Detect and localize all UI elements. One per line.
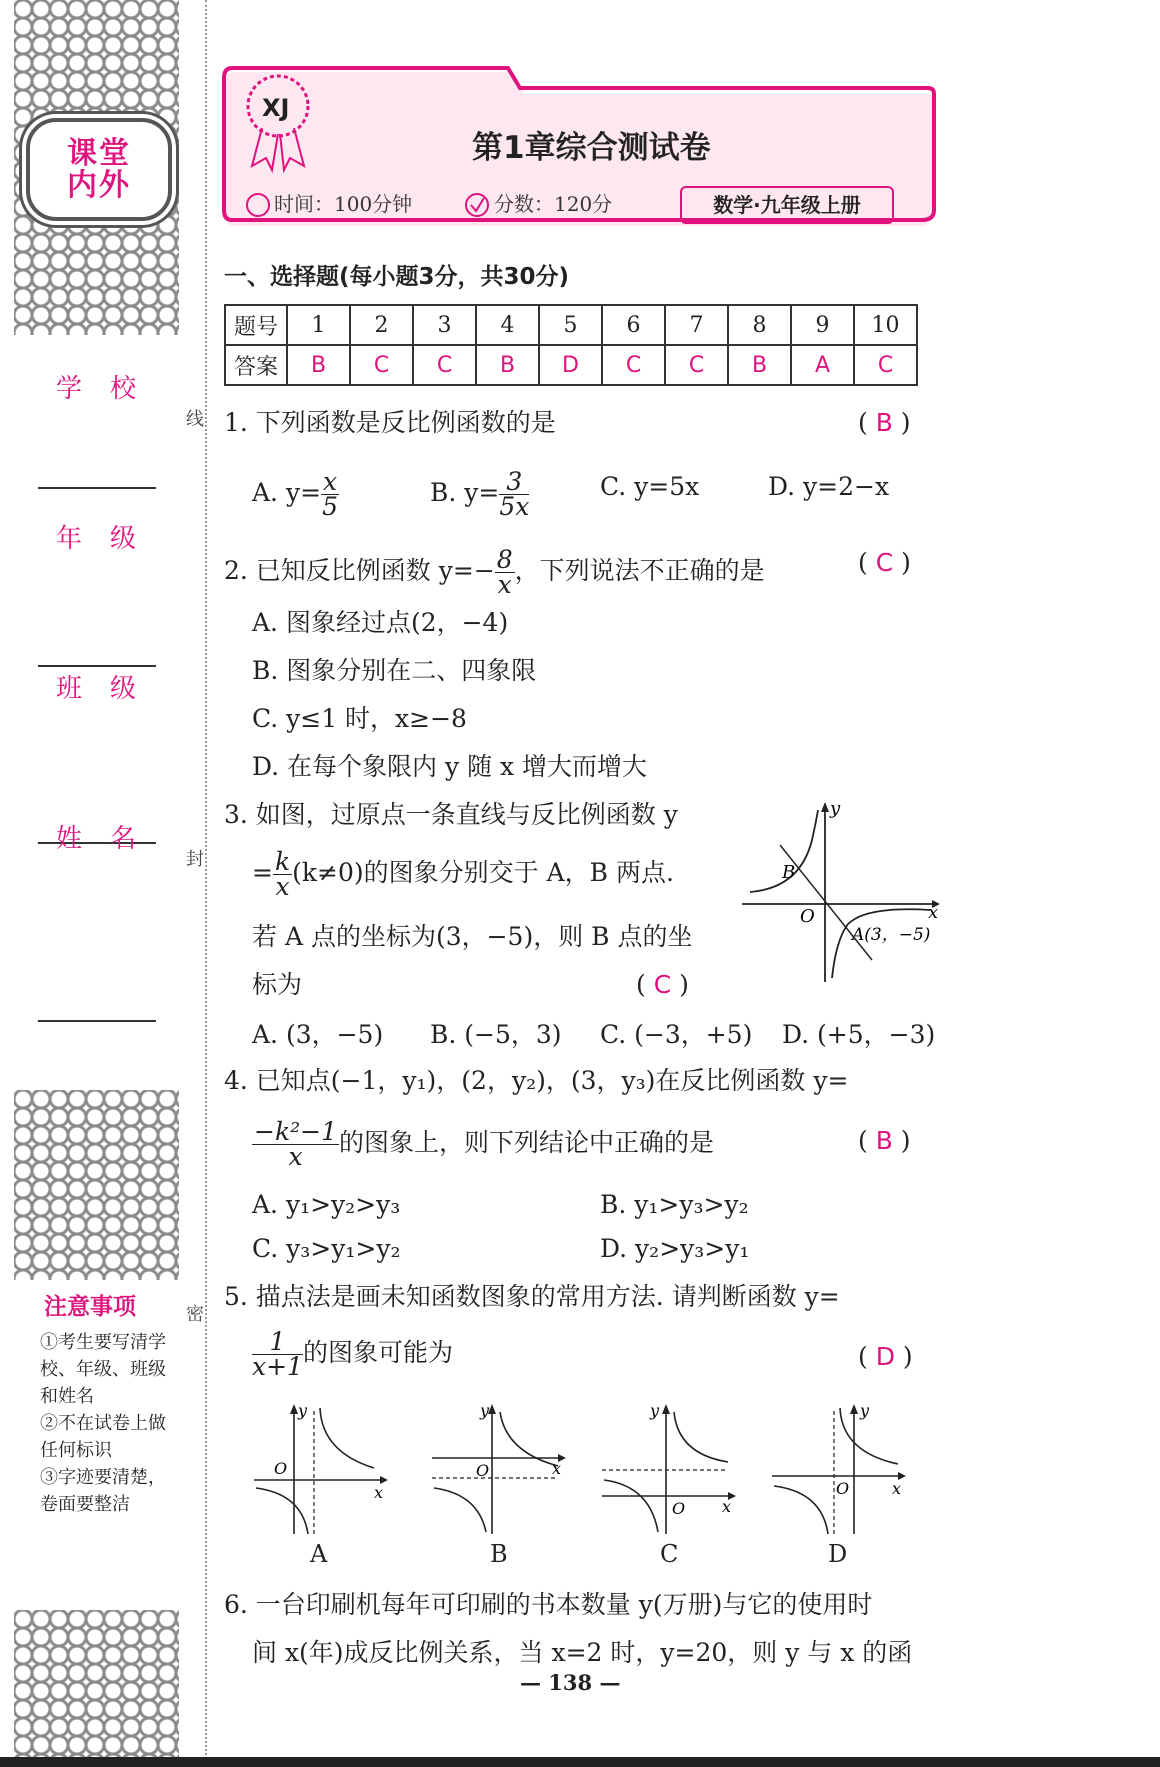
- answer-mark: C: [653, 970, 672, 999]
- option-c: C. (−3，+5): [600, 1020, 753, 1049]
- axis-label: y: [830, 800, 841, 819]
- answer-cell: B: [287, 345, 350, 385]
- option-a: A. 图象经过点(2，−4): [252, 608, 509, 637]
- notice-item: ③字迹要清楚，卷面要整洁: [40, 1467, 166, 1515]
- question-2: 2. 已知反比例函数 y=− $\frac{8}{x}$ ，下列说法不正确的是: [224, 545, 765, 599]
- answer-cell: A: [791, 345, 854, 385]
- origin-label: O: [274, 1459, 288, 1478]
- point-label: B: [782, 862, 796, 883]
- total-score: 分数：120分: [494, 192, 613, 216]
- answer-bracket: ( C ): [636, 970, 689, 999]
- graph-label: B: [490, 1540, 508, 1568]
- decorative-pattern: [14, 1610, 179, 1767]
- axis-label: y: [480, 1402, 490, 1420]
- answer-mark: B: [875, 408, 893, 437]
- page-number: — 138 —: [520, 1670, 621, 1695]
- question-number: 9: [791, 305, 854, 345]
- question-number: 10: [854, 305, 917, 345]
- axis-label: x: [374, 1483, 384, 1502]
- school-field-line[interactable]: [38, 487, 156, 489]
- origin-label: O: [672, 1499, 686, 1518]
- question-number: 3: [413, 305, 476, 345]
- answer-bracket: ( B ): [858, 1126, 911, 1155]
- notice-title: 注意事项: [44, 1294, 136, 1320]
- option-c: C. y₃>y₁>y₂: [252, 1234, 401, 1263]
- page-title: 第1章综合测试卷: [472, 130, 711, 166]
- question-number: 8: [728, 305, 791, 345]
- q3-figure: [740, 800, 940, 985]
- notice-item: ①考生要写清学校、年级、班级和姓名: [40, 1332, 166, 1407]
- answer-mark: C: [875, 548, 894, 577]
- graph-label: A: [310, 1540, 328, 1568]
- decorative-pattern: [14, 1090, 179, 1280]
- row-header: 答案: [225, 345, 287, 385]
- name-field-line[interactable]: [38, 1020, 156, 1022]
- answer-cell: B: [728, 345, 791, 385]
- test-header: [222, 64, 940, 234]
- answer-cell: C: [665, 345, 728, 385]
- notice-box: [14, 1280, 164, 1610]
- question-5-line: $\frac{1}{x+1}$ 的图象可能为: [252, 1327, 453, 1381]
- option-a: A. y= $\frac{x}{5}$: [252, 467, 339, 521]
- axis-label: x: [552, 1459, 562, 1478]
- question-5: 5. 描点法是画未知函数图象的常用方法. 请判断函数 y=: [224, 1282, 840, 1311]
- bottom-bar: [0, 1757, 1160, 1767]
- row-header: 题号: [225, 305, 287, 345]
- question-number: 5: [539, 305, 602, 345]
- question-4: 4. 已知点(−1，y₁)，(2，y₂)，(3，y₃)在反比例函数 y=: [224, 1066, 849, 1095]
- answer-cell: D: [539, 345, 602, 385]
- binding-line: [205, 0, 207, 1767]
- question-number: 6: [602, 305, 665, 345]
- grade-label: 年级: [56, 524, 165, 554]
- axis-label: x: [928, 902, 939, 923]
- option-a: A. y₁>y₂>y₃: [252, 1190, 401, 1219]
- option-b: B. 图象分别在二、四象限: [252, 656, 537, 685]
- question-number: 2: [350, 305, 413, 345]
- school-label: 学校: [56, 374, 165, 404]
- answer-cell: C: [602, 345, 665, 385]
- answer-cell: C: [413, 345, 476, 385]
- option-b: B. (−5，3): [430, 1020, 562, 1049]
- option-d: D. y=2−x: [768, 472, 890, 501]
- q5-graph-d: [768, 1402, 908, 1537]
- section-title: 一、选择题(每小题3分，共30分): [224, 264, 570, 290]
- fraction: $\frac{\text{−k²−1}}{x}$: [254, 1117, 337, 1171]
- option-d: D. 在每个象限内 y 随 x 增大而增大: [252, 752, 648, 781]
- xj-badge: XJ: [262, 94, 290, 122]
- table-row: [225, 305, 917, 345]
- time-limit: 时间：100分钟: [274, 192, 413, 216]
- fraction: $\frac{x}{5}$: [322, 467, 339, 521]
- question-3-line: 标为: [252, 970, 303, 999]
- fraction: $\frac{k}{x}$: [274, 847, 291, 901]
- origin-label: O: [800, 906, 815, 927]
- origin-label: O: [476, 1461, 490, 1480]
- answer-table: [224, 304, 918, 386]
- question-6-line: 间 x(年)成反比例关系，当 x=2 时，y=20，则 y 与 x 的函: [252, 1638, 913, 1667]
- question-3-line: 若 A 点的坐标为(3，−5)，则 B 点的坐: [252, 922, 693, 951]
- option-d: D. y₂>y₃>y₁: [600, 1234, 750, 1263]
- answer-bracket: ( B ): [858, 408, 911, 437]
- answer-cell: C: [854, 345, 917, 385]
- axis-label: x: [892, 1479, 902, 1498]
- question-number: 1: [287, 305, 350, 345]
- question-3: 3. 如图，过原点一条直线与反比例函数 y: [224, 800, 678, 829]
- answer-cell: B: [476, 345, 539, 385]
- q5-graph-c: [598, 1402, 738, 1537]
- axis-label: y: [860, 1402, 870, 1420]
- seal-mark: 密: [186, 1304, 204, 1325]
- question-number: 7: [665, 305, 728, 345]
- seal-mark: 线: [186, 409, 204, 430]
- option-b: B. y₁>y₃>y₂: [600, 1190, 749, 1219]
- answer-mark: D: [875, 1342, 895, 1371]
- publisher-logo: 课堂 内外: [26, 118, 172, 221]
- question-1: 1. 下列函数是反比例函数的是: [224, 408, 556, 437]
- fraction: $\frac{1}{x+1}$: [252, 1327, 303, 1381]
- notice-item: ②不在试卷上做任何标识: [40, 1413, 166, 1461]
- option-c: C. y≤1 时，x≥−8: [252, 704, 467, 733]
- axis-label: y: [650, 1402, 660, 1420]
- option-a: A. (3，−5): [252, 1020, 384, 1049]
- answer-mark: B: [875, 1126, 893, 1155]
- name-label: 姓名: [56, 824, 165, 854]
- axis-label: y: [298, 1402, 308, 1420]
- question-3-line: = $\frac{k}{x}$ (k≠0)的图象分别交于 A，B 两点.: [252, 847, 674, 901]
- answer-cell: C: [350, 345, 413, 385]
- class-label: 班级: [56, 674, 165, 704]
- answer-bracket: ( C ): [858, 548, 911, 577]
- q5-graph-a: [250, 1402, 390, 1537]
- q5-graph-b: [428, 1402, 568, 1537]
- graph-label: C: [660, 1540, 679, 1568]
- fraction: $\frac{3}{5x}$: [499, 467, 530, 521]
- seal-mark: 封: [186, 849, 204, 870]
- answer-bracket: ( D ): [858, 1342, 913, 1371]
- option-c: C. y=5x: [600, 472, 700, 501]
- grade-field-line[interactable]: [38, 665, 156, 667]
- subject-badge: 数学·九年级上册: [680, 186, 894, 224]
- option-d: D. (+5，−3): [782, 1020, 936, 1049]
- question-6: 6. 一台印刷机每年可印刷的书本数量 y(万册)与它的使用时: [224, 1590, 873, 1619]
- sidebar: [0, 0, 180, 1767]
- graph-label: D: [828, 1540, 848, 1568]
- question-number: 4: [476, 305, 539, 345]
- fraction: $\frac{8}{x}$: [496, 545, 513, 599]
- axis-label: x: [722, 1497, 732, 1516]
- origin-label: O: [836, 1479, 850, 1498]
- option-b: B. y= $\frac{3}{5x}$: [430, 467, 530, 521]
- point-label: A(3，−5): [852, 925, 931, 945]
- table-row: [225, 345, 917, 385]
- question-4-line: $\frac{\text{−k²−1}}{x}$ 的图象上，则下列结论中正确的是: [254, 1117, 714, 1171]
